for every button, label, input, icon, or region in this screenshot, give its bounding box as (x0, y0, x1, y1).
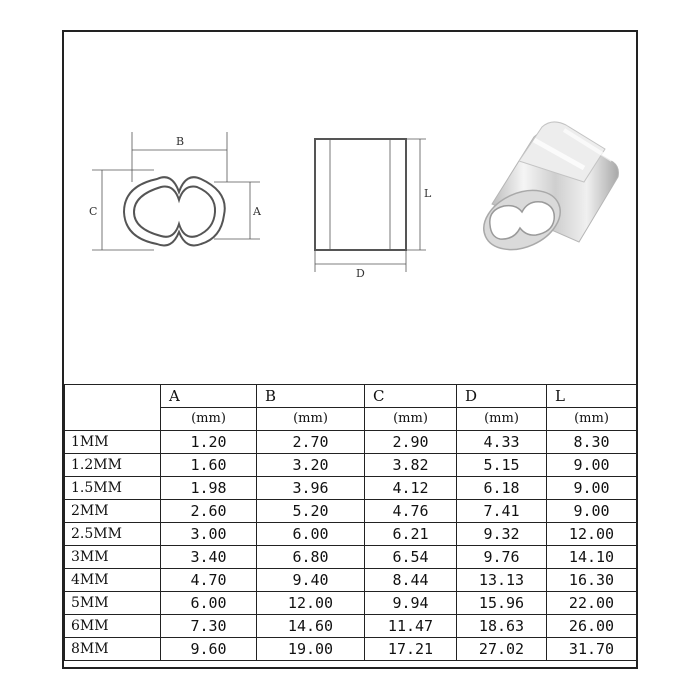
cell-d: 6.18 (457, 477, 547, 500)
table-row (65, 523, 637, 546)
cell-l: 9.00 (547, 500, 637, 523)
column-header-b: B (257, 385, 365, 408)
cell-a: 1.60 (161, 454, 257, 477)
side-view-drawing (315, 139, 426, 272)
dim-label-l: L (424, 187, 432, 200)
cell-c: 2.90 (365, 431, 457, 454)
cell-l: 12.00 (547, 523, 637, 546)
table-row (65, 454, 637, 477)
column-header-d: D (457, 385, 547, 408)
cell-l: 26.00 (547, 615, 637, 638)
figure-eight-inner-outline (134, 187, 215, 237)
cell-d: 27.02 (457, 638, 547, 661)
table-row (65, 592, 637, 615)
drawings-area (64, 32, 640, 384)
table-row (65, 500, 637, 523)
cell-d: 9.76 (457, 546, 547, 569)
row-size-label: 5MM (65, 592, 161, 615)
cell-d: 15.96 (457, 592, 547, 615)
cell-l: 9.00 (547, 454, 637, 477)
spec-table (64, 384, 637, 661)
cell-c: 11.47 (365, 615, 457, 638)
cell-a: 9.60 (161, 638, 257, 661)
cell-b: 5.20 (257, 500, 365, 523)
cell-d: 9.32 (457, 523, 547, 546)
cell-d: 18.63 (457, 615, 547, 638)
cell-b: 12.00 (257, 592, 365, 615)
column-header-c: C (365, 385, 457, 408)
cell-d: 7.41 (457, 500, 547, 523)
table-row (65, 615, 637, 638)
cell-l: 31.70 (547, 638, 637, 661)
column-unit-b: (mm) (257, 408, 365, 431)
cell-c: 4.12 (365, 477, 457, 500)
cell-a: 2.60 (161, 500, 257, 523)
cell-a: 4.70 (161, 569, 257, 592)
end-view-drawing (92, 132, 260, 250)
figure-eight-outer-outline (124, 177, 225, 245)
cell-c: 8.44 (365, 569, 457, 592)
row-size-label: 1.2MM (65, 454, 161, 477)
cell-c: 6.54 (365, 546, 457, 569)
cell-a: 7.30 (161, 615, 257, 638)
cell-c: 3.82 (365, 454, 457, 477)
table-row (65, 477, 637, 500)
cell-c: 9.94 (365, 592, 457, 615)
row-size-label: 2MM (65, 500, 161, 523)
row-size-label: 8MM (65, 638, 161, 661)
row-size-label: 2.5MM (65, 523, 161, 546)
cell-b: 6.00 (257, 523, 365, 546)
cell-b: 3.96 (257, 477, 365, 500)
cell-d: 13.13 (457, 569, 547, 592)
row-size-label: 1.5MM (65, 477, 161, 500)
column-header-l: L (547, 385, 637, 408)
table-row (65, 569, 637, 592)
cell-b: 14.60 (257, 615, 365, 638)
cell-c: 17.21 (365, 638, 457, 661)
row-size-label: 4MM (65, 569, 161, 592)
cell-l: 9.00 (547, 477, 637, 500)
row-size-label: 6MM (65, 615, 161, 638)
cell-b: 6.80 (257, 546, 365, 569)
column-header-a: A (161, 385, 257, 408)
cell-a: 3.40 (161, 546, 257, 569)
row-size-label: 3MM (65, 546, 161, 569)
cell-c: 4.76 (365, 500, 457, 523)
column-unit-l: (mm) (547, 408, 637, 431)
cell-l: 14.10 (547, 546, 637, 569)
table-header-letters (65, 385, 637, 408)
table-row (65, 546, 637, 569)
dim-label-a: A (253, 205, 261, 218)
cell-c: 6.21 (365, 523, 457, 546)
cell-d: 4.33 (457, 431, 547, 454)
cell-b: 19.00 (257, 638, 365, 661)
dim-label-c: C (89, 205, 98, 218)
cell-l: 8.30 (547, 431, 637, 454)
dim-label-d: D (356, 267, 365, 280)
table-row (65, 431, 637, 454)
dim-label-b: B (176, 135, 185, 148)
column-unit-c: (mm) (365, 408, 457, 431)
table-row (65, 638, 637, 661)
sleeve-product-image (474, 122, 618, 261)
cell-l: 16.30 (547, 569, 637, 592)
cell-b: 2.70 (257, 431, 365, 454)
cell-b: 9.40 (257, 569, 365, 592)
column-unit-d: (mm) (457, 408, 547, 431)
cell-a: 6.00 (161, 592, 257, 615)
cell-b: 3.20 (257, 454, 365, 477)
cell-a: 3.00 (161, 523, 257, 546)
cell-a: 1.98 (161, 477, 257, 500)
row-size-label: 1MM (65, 431, 161, 454)
cell-d: 5.15 (457, 454, 547, 477)
cell-a: 1.20 (161, 431, 257, 454)
table-corner-cell (65, 385, 161, 431)
spec-sheet-frame (62, 30, 638, 669)
column-unit-a: (mm) (161, 408, 257, 431)
cell-l: 22.00 (547, 592, 637, 615)
